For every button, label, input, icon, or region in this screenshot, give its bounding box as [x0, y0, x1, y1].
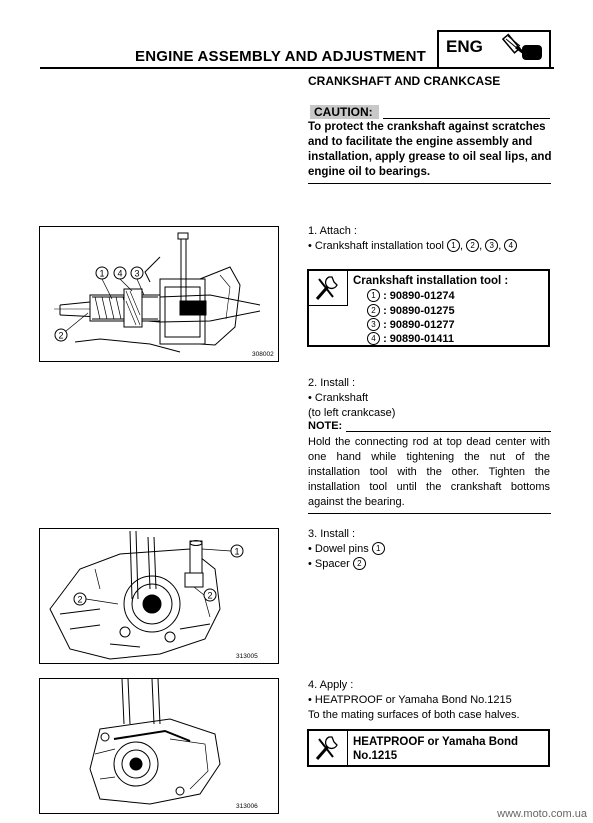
callout-1: 1 — [99, 268, 105, 279]
note-text: Hold the connecting rod at top dead center with one hand while tightening the nut of the installation tool with the other. Tighten the installation tool until the crankshaft bottoms against the bearing. — [308, 436, 550, 508]
step4-item: • HEATPROOF or Yamaha Bond No.1215 — [308, 694, 512, 706]
figure-crankshaft-tool — [39, 226, 279, 362]
caution-bottom-rule — [308, 183, 551, 184]
figure-dowel-pins — [39, 528, 279, 664]
figure-code: 308002 — [252, 351, 274, 358]
sealant-line-1: HEATPROOF or Yamaha Bond — [353, 736, 519, 748]
marker-2: 2 — [353, 557, 366, 570]
figure-code: 313005 — [236, 653, 258, 660]
part-marker: 2 — [367, 304, 380, 317]
step2-item: • Crankshaft — [308, 392, 369, 404]
crankshaft-tool-drawing — [40, 227, 278, 361]
part-number-row — [367, 289, 455, 304]
crankcase-sealant-drawing — [40, 679, 278, 813]
step4-heading: 4. Apply : — [308, 679, 354, 691]
callout-2: 2 — [207, 590, 213, 601]
marker-4: 4 — [504, 239, 517, 252]
callout-1: 1 — [234, 546, 240, 557]
sealant-line-2: No.1215 — [353, 750, 398, 762]
step4-detail: To the mating surfaces of both case halves. — [308, 709, 520, 721]
figure-case-mating-surface — [39, 678, 279, 814]
tool-icon-cell — [309, 731, 348, 765]
part-number: : 90890-01411 — [383, 333, 455, 345]
header-rule — [40, 67, 554, 69]
part-number: : 90890-01275 — [383, 305, 455, 317]
note-label-rule — [346, 431, 551, 432]
special-tool-icon — [309, 271, 347, 305]
step2-subitem: (to left crankcase) — [308, 407, 396, 419]
crankcase-dowel-drawing — [40, 529, 278, 663]
step3-item-dowel — [308, 542, 385, 557]
part-marker: 4 — [367, 332, 380, 345]
step1-item: • Crankshaft installation tool 1 , 2 , 3 , 4 — [308, 239, 517, 254]
part-marker: 3 — [367, 318, 380, 331]
caution-label-rule — [383, 118, 550, 119]
footer-watermark: www.moto.com.ua — [497, 808, 587, 820]
step3-item-text: • Spacer — [308, 558, 353, 570]
engine-wrench-icon — [500, 33, 546, 63]
callout-4: 4 — [117, 268, 123, 279]
tool-spec-box — [307, 269, 550, 347]
tool-box-title: Crankshaft installation tool : — [353, 275, 509, 287]
caution-text: To protect the crankshaft against scratches and to facilitate the engine assembly and installation, apply grease to oil seal lips, and engine oil to bearings. — [308, 121, 552, 178]
marker-2: 2 — [466, 239, 479, 252]
tool-icon-cell — [309, 271, 348, 306]
step3-item-text: • Dowel pins — [308, 543, 372, 555]
callout-2: 2 — [58, 330, 64, 341]
sealant-spec-box — [307, 729, 550, 767]
marker-3: 3 — [485, 239, 498, 252]
part-marker: 1 — [367, 289, 380, 302]
callout-3: 3 — [134, 268, 140, 279]
part-number: : 90890-01277 — [383, 319, 455, 331]
part-number-row — [367, 332, 454, 347]
marker-1: 1 — [447, 239, 460, 252]
note-label: NOTE: — [308, 420, 343, 432]
caution-label: CAUTION: — [310, 105, 379, 119]
step3-item-spacer — [308, 557, 366, 572]
figure-code: 313006 — [236, 803, 258, 810]
step3-heading: 3. Install : — [308, 528, 356, 540]
step1-heading: 1. Attach : — [308, 225, 357, 237]
step1-item-text: • Crankshaft installation tool — [308, 240, 447, 252]
part-number-row — [367, 318, 455, 333]
marker-1: 1 — [372, 542, 385, 555]
part-number: : 90890-01274 — [383, 290, 455, 302]
chapter-badge-label: ENG — [446, 37, 483, 56]
callout-2: 2 — [77, 594, 83, 605]
step2-heading: 2. Install : — [308, 377, 356, 389]
part-number-row — [367, 304, 455, 319]
page-header-title: ENGINE ASSEMBLY AND ADJUSTMENT — [135, 48, 427, 65]
section-title: CRANKSHAFT AND CRANKCASE — [308, 74, 501, 88]
special-tool-icon — [309, 731, 347, 765]
note-bottom-rule — [308, 513, 551, 514]
